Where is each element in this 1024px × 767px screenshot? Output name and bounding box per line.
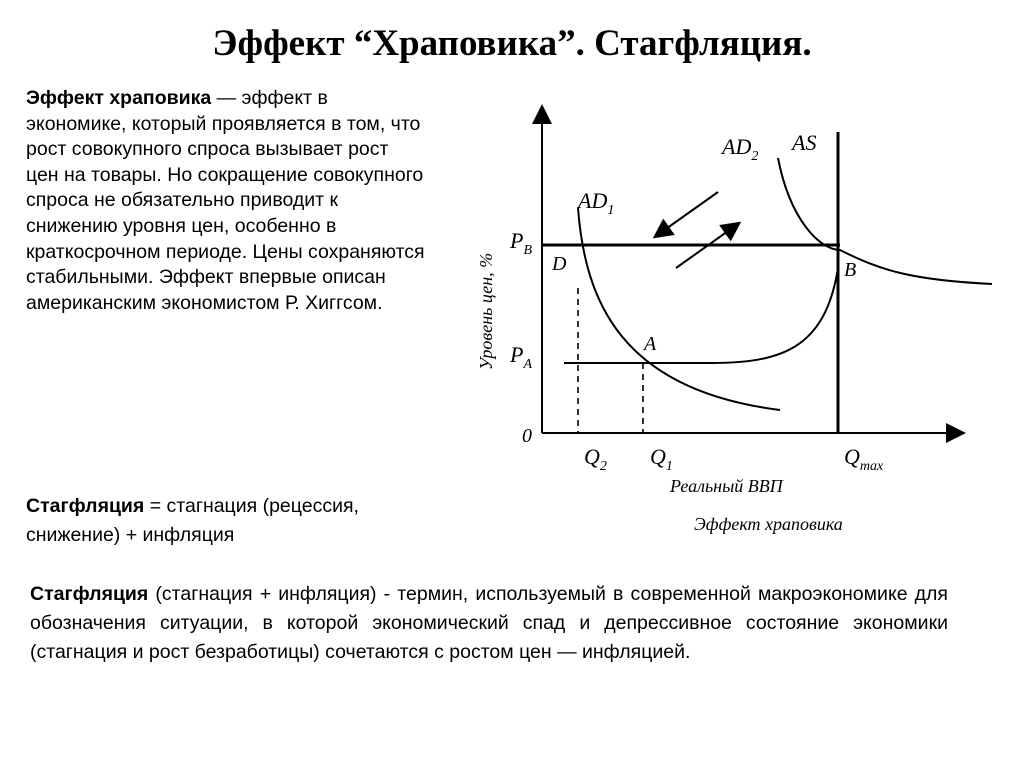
y-axis-label: Уровень цен, %: [476, 252, 496, 370]
ratchet-definition-text: — эффект в экономике, который проявляется в том, что рост совокупного спроса вызывает рост цен на товары. Но сокращение совокупного спроса не обязательно приводит к снижению уровня цен, особенно в краткосрочном периоде. Цены сохраняются стабильными. Эффект впервые описан американским экономистом Р. Хиггсом.: [26, 87, 425, 314]
point-a-label: A: [644, 333, 657, 355]
q1-label: $Q_1$: [650, 444, 673, 474]
pa-supply-line: [564, 268, 838, 363]
stagflation-formula-term: Стагфляция: [26, 495, 145, 517]
ad1-label: $AD_1$: [578, 188, 615, 218]
stagflation-term: Стагфляция: [30, 583, 149, 605]
slide-title: Эффект “Храповика”. Стагфляция.: [212, 23, 812, 64]
qmax-label: $Q_{max}$: [844, 444, 884, 474]
stagflation-definition: [30, 580, 948, 667]
stagflation-definition-text: (стагнация + инфляция) - термин, используемый в современной макроэкономике для обозначения ситуации, в которой экономический спад и депрессивное состояние экономики (стагнация и рост безработицы) сочетаются с ростом цен — инфляцией.: [30, 583, 948, 663]
stagflation-formula-text: = стагнация (рецессия, снижение) + инфляция: [26, 495, 359, 546]
ad2-curve: [778, 158, 992, 284]
x-axis-label: Реальный ВВП: [670, 476, 783, 496]
point-b-label: B: [844, 259, 857, 281]
diagram-caption: Эффект храповика: [694, 514, 843, 534]
ad1-curve: [578, 208, 780, 410]
ratchet-definition: [26, 86, 426, 316]
as-label: AS: [792, 130, 817, 155]
stagflation-formula: [26, 492, 446, 550]
pb-label: $P_B$: [510, 228, 533, 258]
arrow-decrease: [656, 192, 718, 236]
origin-label: 0: [522, 425, 532, 447]
ratchet-effect-diagram: [460, 90, 1010, 550]
point-d-label: D: [552, 253, 567, 275]
ratchet-term: Эффект храповика: [26, 87, 212, 109]
diagram-svg: [460, 90, 1010, 550]
pa-label: $P_A$: [510, 342, 533, 372]
q2-label: $Q_2$: [584, 444, 607, 474]
ad2-label: $AD_2$: [722, 134, 759, 164]
